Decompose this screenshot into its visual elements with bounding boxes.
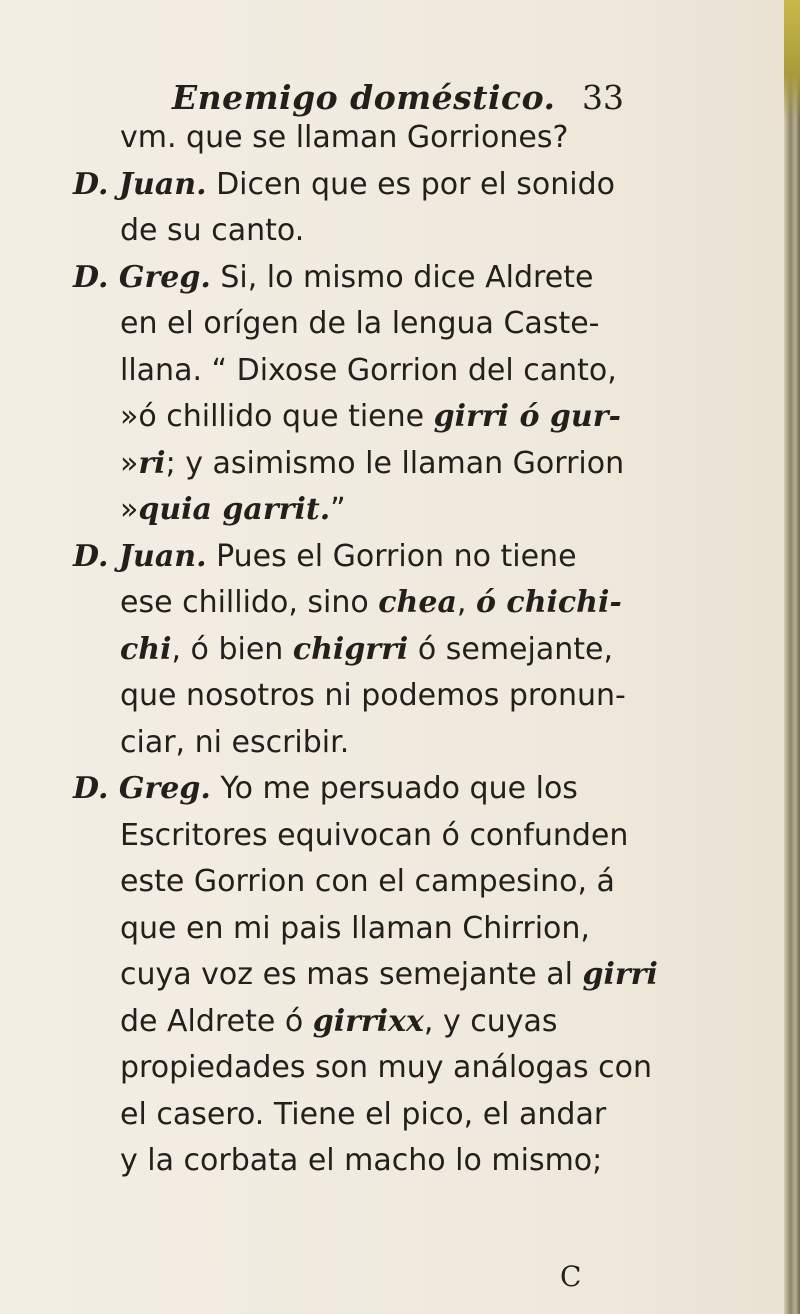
text-line bbox=[120, 860, 615, 904]
text-segment: ese chillido, sino bbox=[120, 585, 379, 620]
text-segment: ciar, ni escribir. bbox=[120, 724, 350, 760]
speaker-label: D. bbox=[73, 259, 119, 295]
text-segment: cuya voz es mas semejante al bbox=[120, 957, 583, 992]
text-line bbox=[120, 953, 658, 997]
running-head: Enemigo doméstico. bbox=[172, 78, 556, 117]
text-segment: Yo me persuado que los bbox=[210, 771, 578, 806]
text-segment: de Aldrete ó bbox=[120, 1003, 313, 1039]
text-segment: en el orígen de la lengua Caste- bbox=[120, 306, 600, 341]
italic-text: chea bbox=[378, 585, 457, 620]
speaker-label: D. bbox=[73, 771, 119, 806]
speaker-label: Juan. bbox=[118, 538, 207, 574]
text-line bbox=[120, 209, 304, 253]
italic-text: chi bbox=[120, 631, 172, 667]
text-segment: que nosotros ni podemos pronun- bbox=[120, 678, 626, 713]
text-segment: de su canto. bbox=[120, 213, 305, 248]
page-number: 33 bbox=[582, 78, 624, 117]
page-edge bbox=[784, 0, 800, 1314]
speaker-label: D. bbox=[73, 166, 119, 202]
text-line bbox=[120, 814, 628, 858]
text-line bbox=[120, 674, 626, 718]
text-line bbox=[120, 1046, 652, 1090]
text-segment: el casero. Tiene el pico, el andar bbox=[120, 1096, 607, 1132]
text-segment: este Gorrion con el campesino, á bbox=[120, 864, 615, 899]
italic-text: ri bbox=[138, 445, 166, 481]
text-line bbox=[73, 256, 593, 300]
speaker-label: Juan. bbox=[118, 166, 207, 202]
text-segment: Pues el Gorrion no tiene bbox=[206, 538, 577, 574]
text-line bbox=[73, 163, 615, 207]
text-segment: ó semejante, bbox=[408, 631, 613, 667]
text-segment: » bbox=[120, 492, 139, 527]
text-line bbox=[120, 1093, 606, 1137]
italic-text: chigrri bbox=[292, 631, 409, 667]
text-line bbox=[120, 395, 621, 439]
text-segment: Si, lo mismo dice Aldrete bbox=[210, 259, 594, 295]
speaker-label: D. bbox=[73, 538, 119, 574]
text-line bbox=[120, 1139, 602, 1183]
text-segment: , y cuyas bbox=[423, 1003, 558, 1039]
text-segment: Dicen que es por el sonido bbox=[206, 166, 616, 202]
italic-text: ó chichi- bbox=[475, 585, 622, 620]
text-line bbox=[120, 581, 622, 625]
text-segment: propiedades son muy análogas con bbox=[120, 1050, 652, 1085]
text-line bbox=[120, 721, 349, 765]
text-segment: , bbox=[456, 585, 476, 620]
text-line bbox=[120, 628, 613, 672]
italic-text: girrixx bbox=[312, 1003, 424, 1039]
text-segment: y la corbata el macho lo mismo; bbox=[120, 1143, 603, 1178]
text-line bbox=[73, 767, 578, 811]
text-segment: Escritores equivocan ó confunden bbox=[120, 817, 629, 853]
text-line bbox=[120, 349, 617, 393]
text-line bbox=[120, 116, 568, 160]
text-segment: ; y asimismo le llaman Gorrion bbox=[165, 445, 625, 481]
text-segment: ” bbox=[330, 492, 346, 527]
text-segment: »ó chillido que tiene bbox=[120, 399, 434, 434]
text-line bbox=[120, 442, 624, 486]
italic-text: quia garrit. bbox=[138, 492, 331, 527]
text-line bbox=[120, 488, 346, 532]
text-line bbox=[120, 302, 600, 346]
italic-text: girri ó gur- bbox=[433, 399, 621, 434]
text-line bbox=[73, 535, 577, 579]
catchword: C bbox=[560, 1260, 582, 1293]
page-edge-stain bbox=[784, 0, 800, 120]
text-segment: vm. que se llaman Gorriones? bbox=[120, 120, 569, 155]
speaker-label: Greg. bbox=[118, 771, 211, 806]
text-segment: , ó bien bbox=[171, 631, 293, 667]
text-line bbox=[120, 907, 590, 951]
speaker-label: Greg. bbox=[118, 259, 211, 295]
text-segment: » bbox=[120, 445, 139, 481]
text-segment: llana. “ Dixose Gorrion del canto, bbox=[120, 352, 617, 388]
text-line bbox=[120, 1000, 558, 1044]
italic-text: girri bbox=[582, 957, 658, 992]
text-segment: que en mi pais llaman Chirrion, bbox=[120, 910, 590, 946]
